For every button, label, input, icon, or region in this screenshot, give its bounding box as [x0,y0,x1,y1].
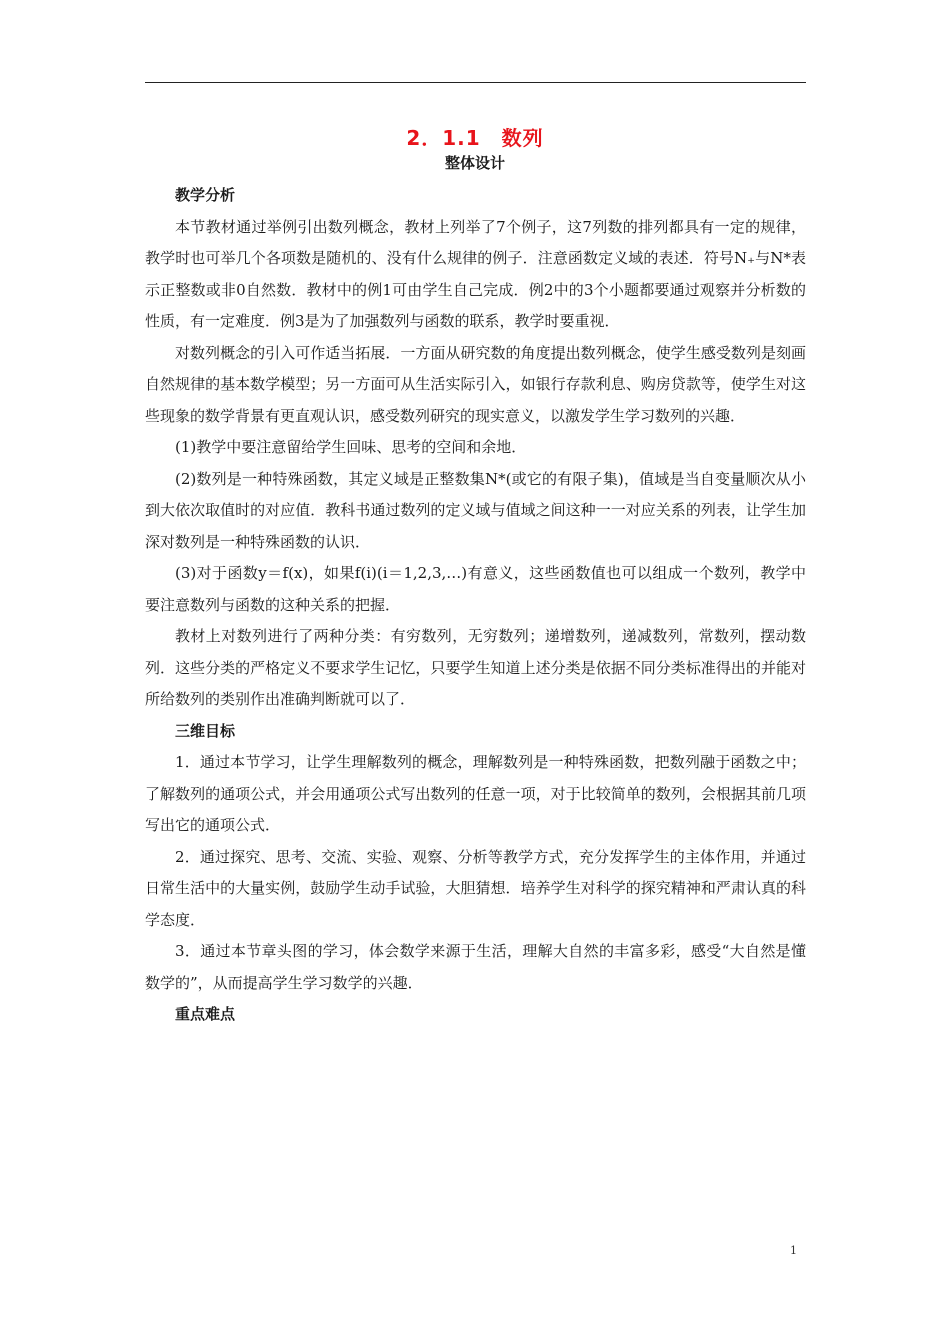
paragraph: 3．通过本节章头图的学习，体会数学来源于生活，理解大自然的丰富多彩，感受“大自然是懂数学的”，从而提高学生学习数学的兴趣． [145,942,806,992]
paragraph: 教材上对数列进行了两种分类：有穷数列，无穷数列；递增数列，递减数列，常数列，摆动数列．这些分类的严格定义不要求学生记忆，只要学生知道上述分类是依据不同分类标准得出的并能对所给数列的类别作出准确判断就可以了． [145,627,806,708]
paragraph: (3)对于函数y＝f(x)，如果f(i)(i＝1,2,3,…)有意义，这些函数值也可以组成一个数列，教学中要注意数列与函数的这种关系的把握． [145,564,806,614]
paragraph: 1．通过本节学习，让学生理解数列的概念，理解数列是一种特殊函数，把数列融于函数之中；了解数列的通项公式，并会用通项公式写出数列的任意一项，对于比较简单的数列，会根据其前几项写出它的通项公式． [145,753,806,834]
page-subtitle: 整体设计 [444,154,505,172]
paragraph: 对数列概念的引入可作适当拓展．一方面从研究数的角度提出数列概念，使学生感受数列是刻画自然规律的基本数学模型；另一方面可从生活实际引入，如银行存款利息、购房贷款等，使学生对这些现象的数学背景有更直观认识，感受数列研究的现实意义，以激发学生学习数列的兴趣． [145,343,806,425]
section-heading-three-dimensional-goals: 三维目标 [175,721,236,740]
paragraph: (1)教学中要注意留给学生回味、思考的空间和余地． [175,438,527,456]
header-rule [145,82,806,83]
paragraph: (2)数列是一种特殊函数，其定义域是正整数集N*(或它的有限子集)，值域是当自变量顺次从小到大依次取值时的对应值．教科书通过数列的定义域与值域之间这种一一对应关系的列表，让学生加深对数列是一种特殊函数的认识． [145,469,806,551]
page-title: 2．1.1 数列 [406,126,544,150]
paragraph: 本节教材通过举例引出数列概念，教材上列举了7个例子，这7列数的排列都具有一定的规律，教学时也可举几个各项数是随机的、没有什么规律的例子．注意函数定义域的表述．符号N₊与N*表示正整数或非0自然数．教材中的例1可由学生自己完成．例2中的3个小题都要通过观察并分析数的性质，有一定难度．例3是为了加强数列与函数的联系，教学时要重视． [145,217,806,330]
document-body [145,180,806,1031]
section-heading-teaching-analysis: 教学分析 [175,186,236,204]
paragraph: 2．通过探究、思考、交流、实验、观察、分析等教学方式，充分发挥学生的主体作用，并通过日常生活中的大量实例，鼓励学生动手试验，大胆猜想．培养学生对科学的探究精神和严肃认真的科学态度． [145,847,806,929]
page-number: 1 [790,1244,797,1257]
section-heading-key-difficulties: 重点难点 [175,1005,236,1023]
